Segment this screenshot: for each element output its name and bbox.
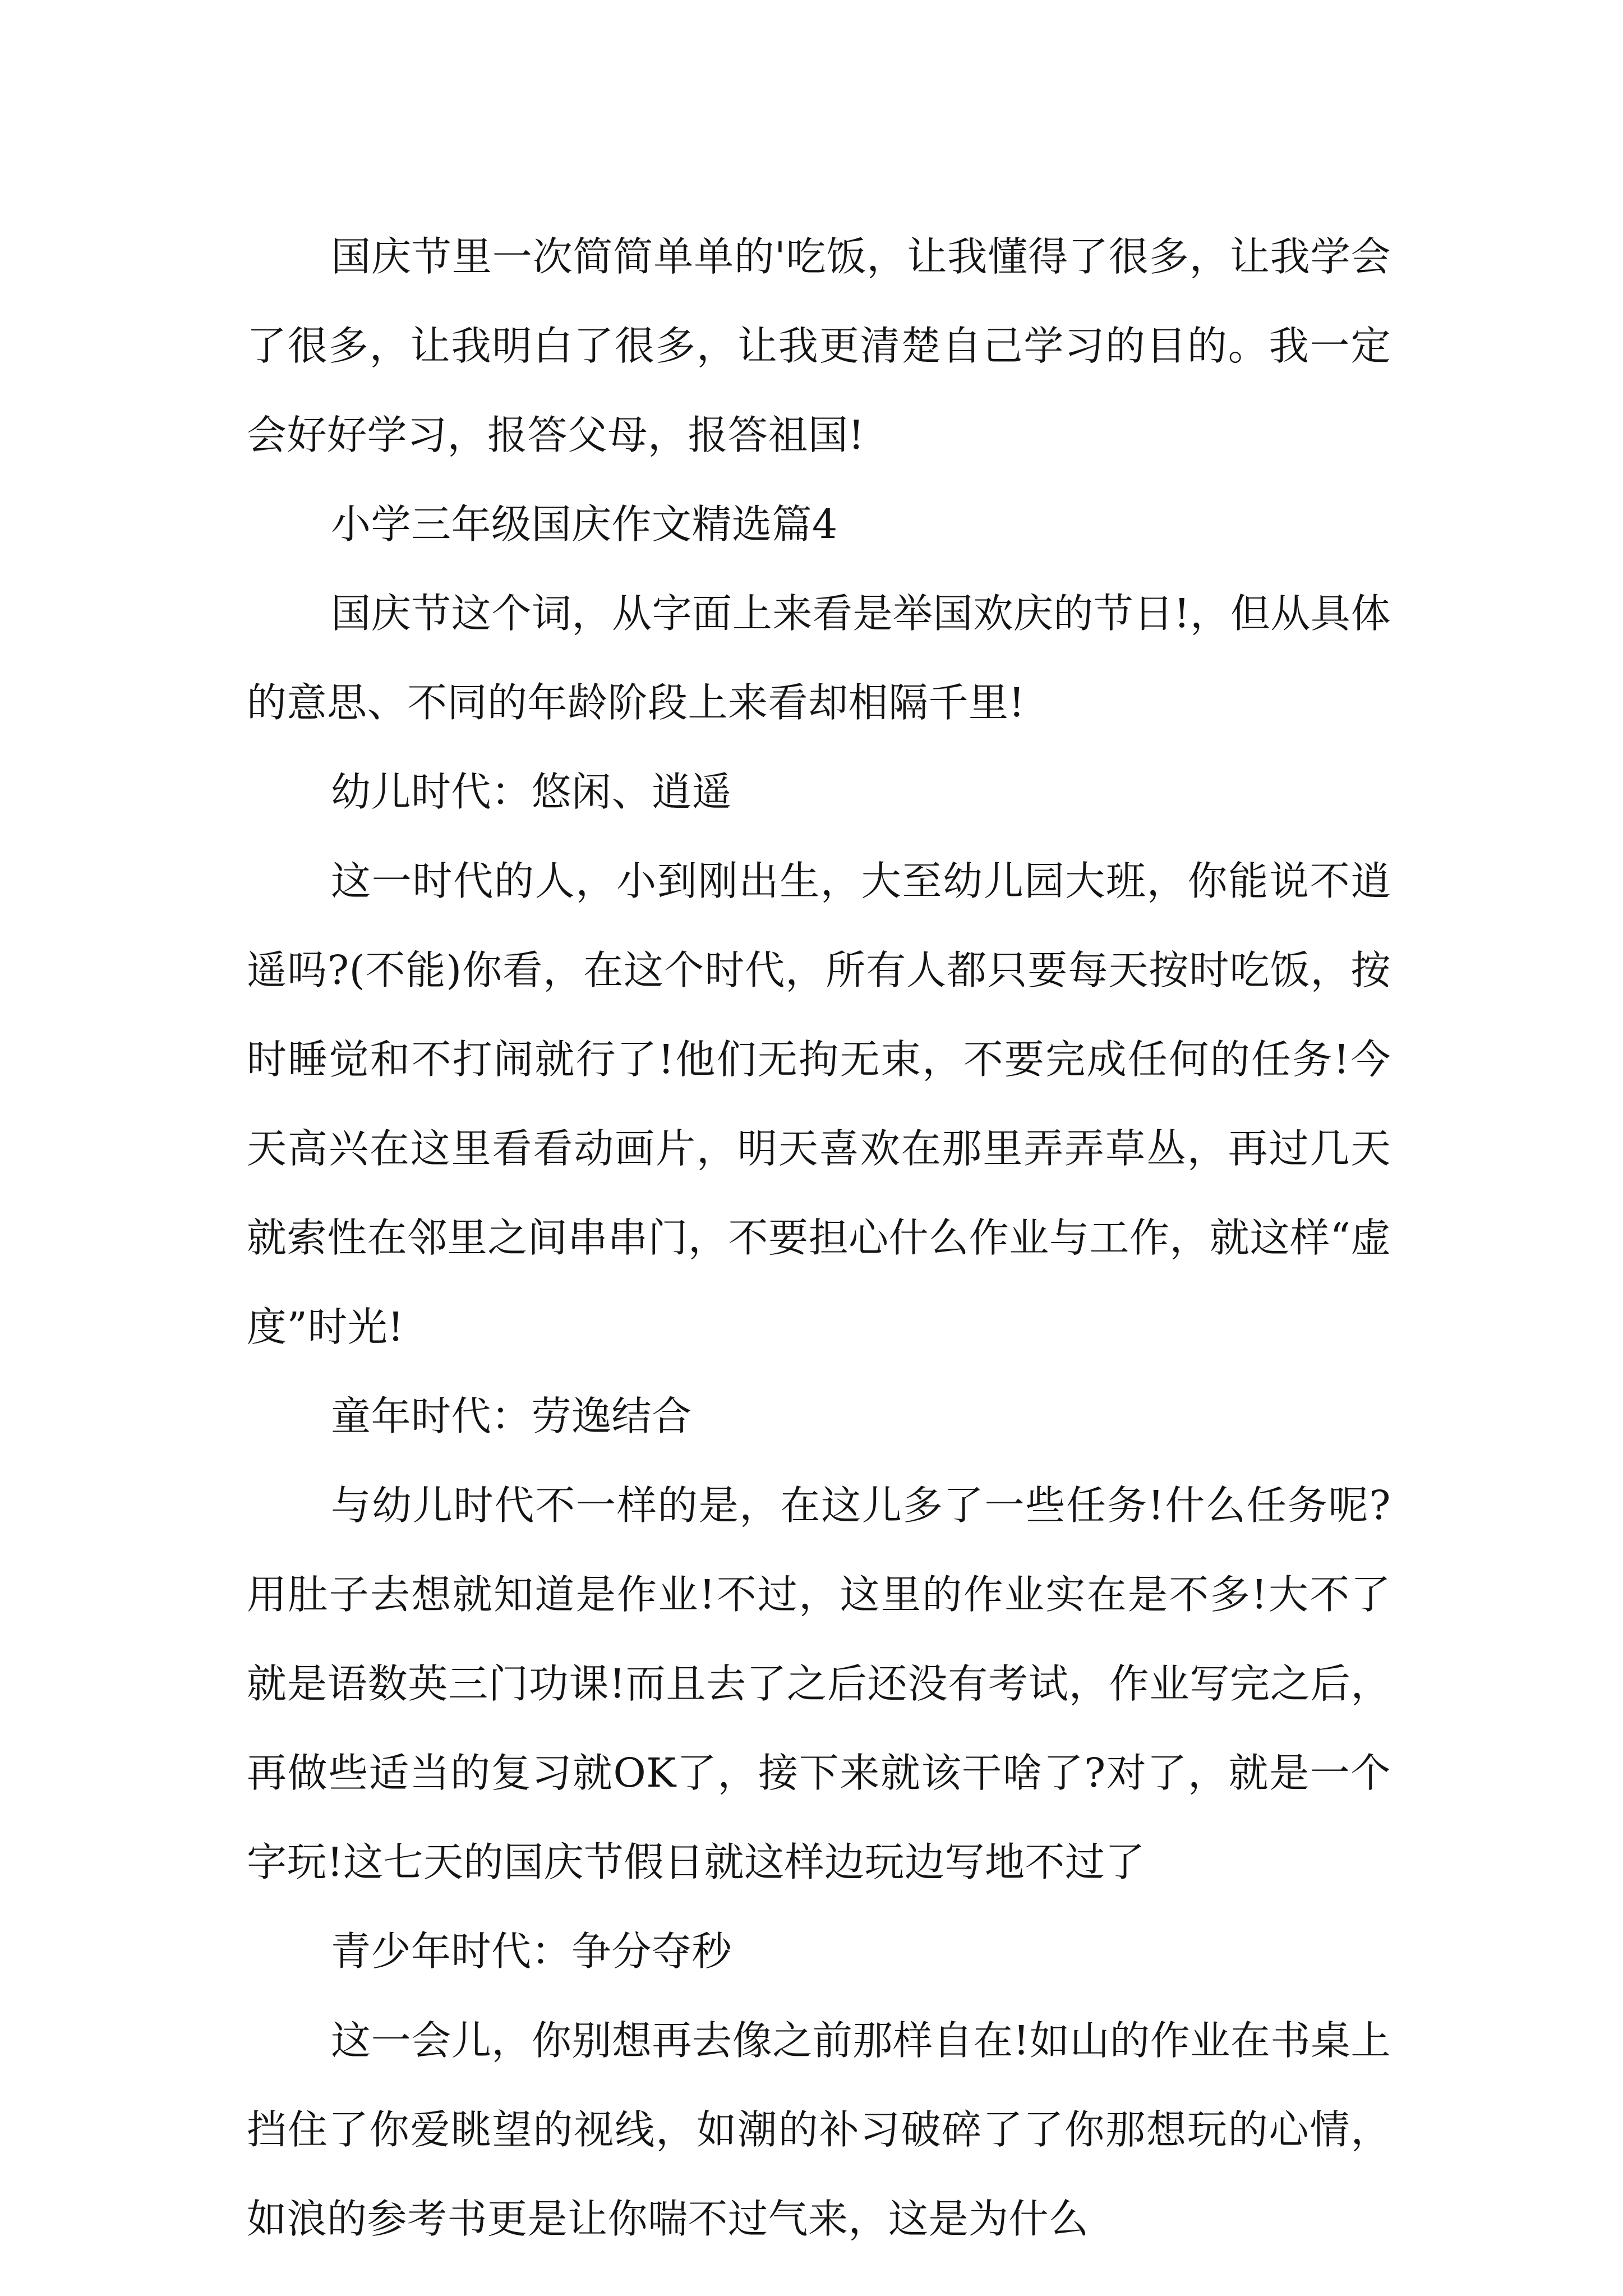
paragraph-infancy: 这一时代的人，小到刚出生，大至幼儿园大班，你能说不逍遥吗?(不能)你看，在这个时代，所有人都只要每天按时吃饭，按时睡觉和不打闹就行了!他们无拘无束，不要完成任何的任务!今天高兴在这里看看动画片，明天喜欢在那里弄弄草丛，再过几天就索性在邻里之间串串门，不要担心什么作业与工作，就这样“虚度”时光! (247, 858, 1391, 1350)
paragraph-intro: 国庆节这个词，从字面上来看是举国欢庆的节日!，但从具体的意思、不同的年龄阶段上来看却相隔千里! (247, 590, 1391, 726)
essay-heading: 小学三年级国庆作文精选篇4 (331, 501, 838, 547)
section-heading-infancy: 幼儿时代：悠闲、逍遥 (331, 769, 732, 815)
essay-body (247, 212, 1391, 2263)
paragraph-adolescence: 这一会儿，你别想再去像之前那样自在!如山的作业在书桌上挡住了你爱眺望的视线，如潮的补习破碎了了你那想玩的心情，如浪的参考书更是让你喘不过气来，这是为什么 (247, 2017, 1391, 2242)
paragraph-childhood: 与幼儿时代不一样的是，在这儿多了一些任务!什么任务呢?用肚子去想就知道是作业!不过，这里的作业实在是不多!大不了就是语数英三门功课!而且去了之后还没有考试，作业写完之后，再做些适当的复习就OK了，接下来就该干啥了?对了，就是一个字玩!这七天的国庆节假日就这样边玩边写地不过了 (247, 1482, 1391, 1885)
section-heading-adolescence: 青少年时代：争分夺秒 (331, 1928, 732, 1975)
paragraph-conclusion: 国庆节里一次简简单单的'吃饭，让我懂得了很多，让我学会了很多，让我明白了很多，让我更清楚自己学习的目的。我一定会好好学习，报答父母，报答祖国! (247, 233, 1391, 458)
section-heading-childhood: 童年时代：劳逸结合 (331, 1393, 692, 1439)
